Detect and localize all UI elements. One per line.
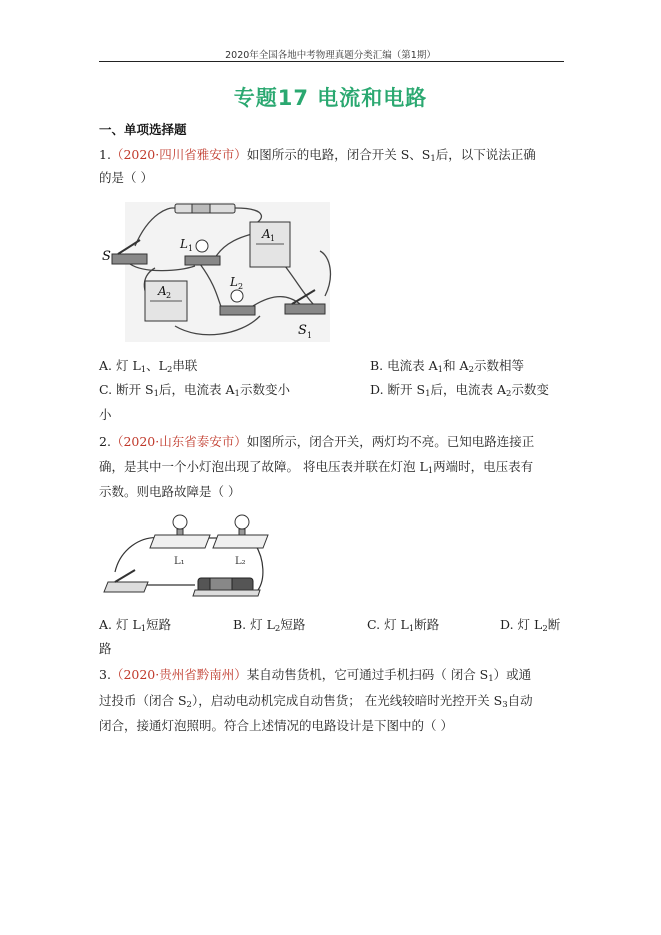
label-a1: A: [262, 227, 271, 241]
page-header: 2020年全国各地中考物理真题分类汇编（第1期）: [225, 50, 436, 61]
label-s: S: [102, 249, 111, 264]
q1-option-d: D. 断开 $S_1$后，电流表 $A_2$示数变: [370, 382, 549, 399]
label-a2: A: [158, 284, 167, 298]
q2-option-c: C. 灯 $L_1$断路: [367, 617, 440, 634]
header-rule: [99, 61, 564, 62]
svg-text:1: 1: [270, 234, 276, 243]
svg-text:2: 2: [166, 291, 172, 300]
label-l2: L: [230, 275, 238, 289]
section-heading: 一、单项选择题: [99, 122, 187, 137]
q2-circuit-figure: [100, 510, 270, 602]
q3-line-2: 过投币（闭合 $S_2$），启动电动机完成自动售货； 在光线较暗时光控开关 $S_3$自动: [99, 693, 533, 710]
q2-number: 2.: [99, 434, 111, 449]
svg-text:1: 1: [188, 244, 194, 253]
q2-label-l2: L₂: [235, 556, 246, 567]
label-s1: S: [298, 323, 307, 338]
q2-source: （2020·山东省泰安市）: [110, 434, 247, 449]
q2-option-d-wrap: 路: [99, 641, 112, 656]
q2-line-1: 2.（2020·山东省泰安市）如图所示，闭合开关，两灯均不亮。已知电路连接正: [99, 434, 535, 449]
q1-option-c: C. 断开 $S_1$后，电流表 $A_1$示数变小: [99, 382, 290, 399]
q2-option-b: B. 灯 $L_2$短路: [233, 617, 306, 634]
q3-line-1: 3.（2020·贵州省黔南州）某自动售货机，它可通过手机扫码（ 闭合 $S_1$）或通: [99, 667, 532, 684]
q1-option-b: B. 电流表 $A_1$和 $A_2$示数相等: [370, 358, 525, 375]
q2-label-l1: L₁: [174, 556, 185, 567]
svg-text:1: 1: [307, 331, 313, 340]
q3-source: （2020·贵州省黔南州）: [110, 667, 247, 682]
q2-line-3: 示数。则电路故障是（ ）: [99, 484, 241, 499]
q1-source: （2020·四川省雅安市）: [110, 147, 247, 162]
label-l1: L: [180, 237, 188, 251]
q3-line-3: 闭合，接通灯泡照明。符合上述情况的电路设计是下图中的（ ）: [99, 718, 453, 733]
q1-option-a: A. 灯 $L_1$、$L_2$串联: [99, 358, 198, 375]
q1-circuit-figure: [100, 196, 340, 346]
q2-option-a: A. 灯 $L_1$短路: [99, 617, 172, 634]
q1-line-1: 1.（2020·四川省雅安市）如图所示的电路，闭合开关 S、$S_1$后，以下说法正确: [99, 147, 536, 164]
svg-text:2: 2: [238, 282, 244, 291]
q1-option-d-wrap: 小: [99, 407, 112, 422]
q3-number: 3.: [99, 667, 111, 682]
page-title: 专题17 电流和电路: [233, 86, 428, 110]
q2-line-2: 确，是其中一个小灯泡出现了故障。 将电压表并联在灯泡 $L_1$两端时，电压表有: [99, 459, 534, 476]
q1-line-2: 的是（ ）: [99, 170, 153, 185]
q1-number: 1.: [99, 147, 111, 162]
q2-option-d: D. 灯 $L_2$断: [500, 617, 561, 634]
